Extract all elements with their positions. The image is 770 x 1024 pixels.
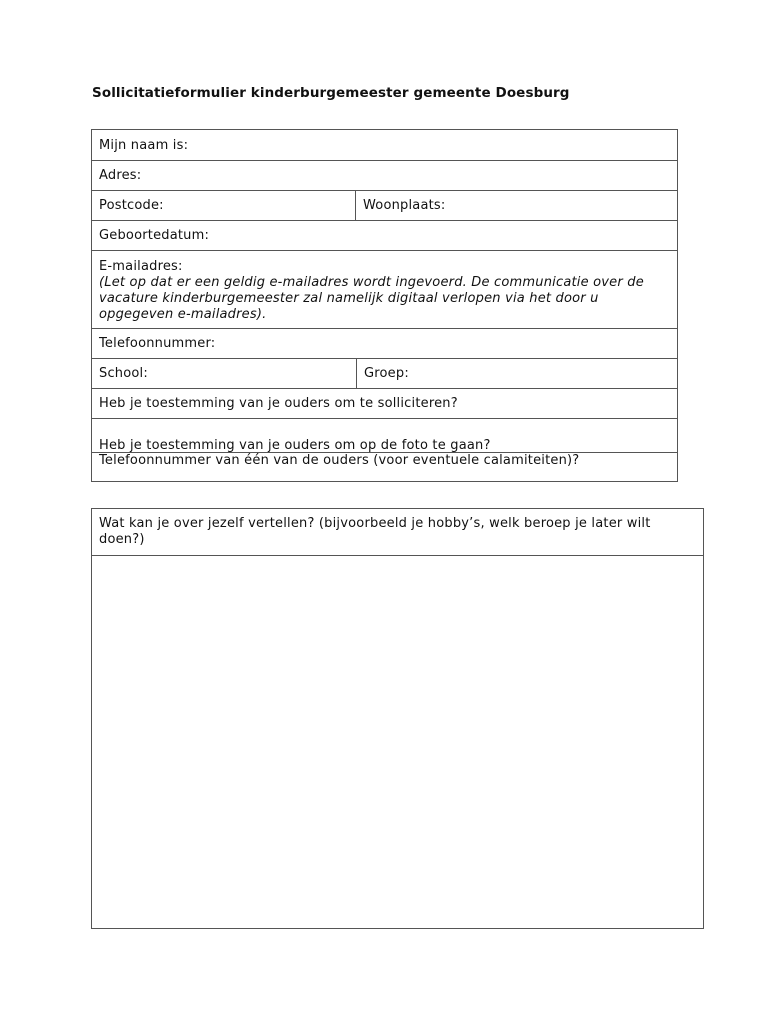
row-toestemming-foto[interactable] bbox=[92, 419, 677, 453]
row-adres[interactable] bbox=[92, 161, 677, 191]
toestemming-solliciteren-label: Heb je toestemming van je ouders om te solliciteren? bbox=[99, 396, 458, 411]
page-title: Sollicitatieformulier kinderburgemeester gemeente Doesburg bbox=[92, 85, 570, 101]
about-question-row bbox=[92, 509, 703, 556]
postcode-label: Postcode: bbox=[99, 198, 164, 213]
personal-details-table bbox=[91, 129, 678, 482]
email-note: (Let op dat er een geldig e-mailadres wordt ingevoerd. De communicatie over de vacature kinderburgemeester zal namelijk digitaal verlopen via het door u opgegeven e-mailadres). bbox=[99, 275, 644, 322]
telefoon-label: Telefoonnummer: bbox=[99, 336, 216, 351]
about-question: Wat kan je over jezelf vertellen? (bijvoorbeeld je hobby’s, welk beroep je later wilt doen?) bbox=[99, 516, 651, 547]
row-toestemming-solliciteren[interactable] bbox=[92, 389, 677, 419]
woonplaats-label: Woonplaats: bbox=[363, 198, 446, 213]
row-naam[interactable] bbox=[92, 130, 677, 161]
email-block bbox=[99, 259, 671, 323]
toestemming-foto-label: Heb je toestemming van je ouders om op de foto te gaan? bbox=[99, 438, 491, 453]
school-label: School: bbox=[99, 366, 148, 381]
groep-cell[interactable] bbox=[357, 359, 677, 388]
row-geboortedatum[interactable] bbox=[92, 221, 677, 251]
telefoon-ouders-label: Telefoonnummer van één van de ouders (voor eventuele calamiteiten)? bbox=[99, 453, 580, 468]
about-yourself-table bbox=[91, 508, 704, 929]
woonplaats-cell[interactable] bbox=[356, 191, 677, 220]
postcode-cell[interactable] bbox=[92, 191, 355, 220]
about-answer-area[interactable] bbox=[92, 556, 703, 928]
row-telefoon[interactable] bbox=[92, 329, 677, 359]
geboortedatum-label: Geboortedatum: bbox=[99, 228, 210, 243]
row-telefoon-ouders[interactable] bbox=[92, 453, 677, 482]
adres-label: Adres: bbox=[99, 168, 142, 183]
row-postcode-woonplaats bbox=[92, 191, 677, 221]
naam-label: Mijn naam is: bbox=[99, 138, 189, 153]
email-label: E-mailadres: bbox=[99, 259, 183, 274]
row-email[interactable] bbox=[92, 251, 677, 329]
groep-label: Groep: bbox=[364, 366, 409, 381]
row-school-groep bbox=[92, 359, 677, 389]
school-cell[interactable] bbox=[92, 359, 356, 388]
